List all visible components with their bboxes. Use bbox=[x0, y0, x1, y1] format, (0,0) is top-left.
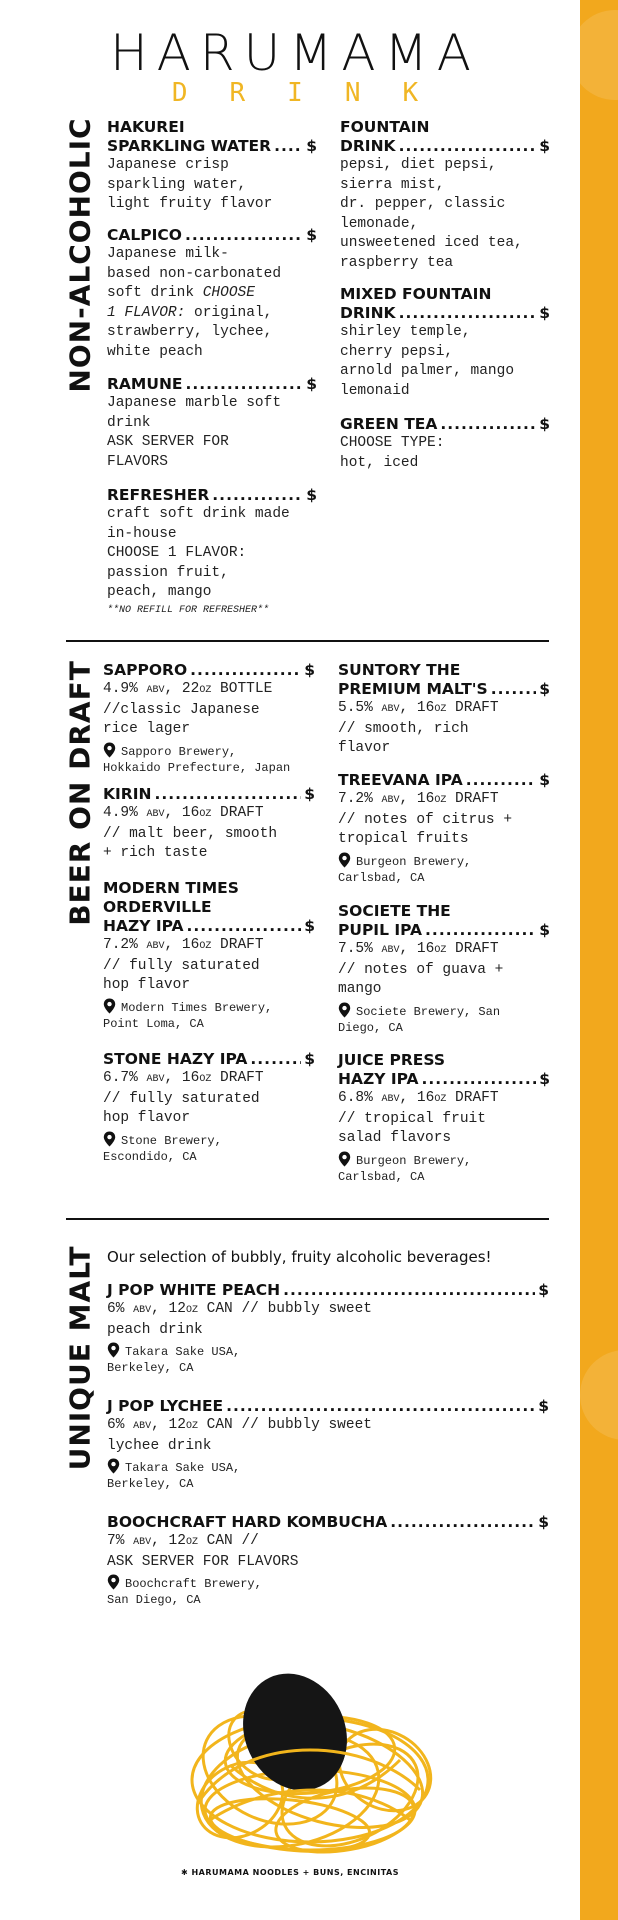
menu-item-stone-hazy bbox=[103, 1050, 315, 1165]
item-description: // notes of guava + mango bbox=[338, 961, 504, 997]
item-name-row bbox=[338, 771, 550, 790]
leader-dots bbox=[190, 661, 301, 680]
item-description: ASK SERVER FOR FLAVORS bbox=[107, 1553, 299, 1570]
item-description: Japanese crisp sparkling water, light fruity flavor bbox=[107, 157, 273, 212]
item-flavors: original, strawberry, lychee, white peach bbox=[107, 304, 273, 360]
section-label-non-alcoholic: NON-ALCOHOLIC bbox=[63, 117, 97, 393]
item-name-row bbox=[107, 375, 317, 394]
item-choose-label: CHOOSE TYPE: bbox=[340, 435, 445, 451]
abv-value: 7.2% bbox=[338, 791, 382, 807]
size-unit: OZ bbox=[199, 941, 212, 952]
accent-stripe bbox=[580, 0, 618, 1920]
abv-value: 7.2% bbox=[103, 937, 147, 953]
item-name: TREEVANA IPA bbox=[338, 771, 463, 789]
item-name: SAPPORO bbox=[103, 661, 188, 679]
size-unit: OZ bbox=[434, 1094, 447, 1105]
item-price: $ bbox=[538, 1397, 549, 1415]
item-description: lychee drink bbox=[107, 1437, 212, 1454]
item-name: PREMIUM MALT'S bbox=[338, 680, 488, 698]
menu-item-mixed-fountain bbox=[340, 285, 550, 401]
size-value: , 16 bbox=[164, 1070, 200, 1086]
location-pin-icon bbox=[338, 852, 351, 868]
serving-type: DRAFT bbox=[446, 1090, 499, 1106]
item-location bbox=[103, 998, 315, 1032]
menu-item-modern-times bbox=[103, 879, 315, 1032]
leader-dots bbox=[399, 137, 537, 156]
leader-dots bbox=[491, 680, 537, 699]
size-unit: OZ bbox=[199, 685, 212, 696]
menu-item-green-tea bbox=[340, 415, 550, 473]
item-description: pepsi, diet pepsi, sierra mist, dr. pepper, classic lemonade, unsweetened iced tea, raspberry tea bbox=[340, 157, 523, 271]
serving-type: CAN // bbox=[197, 1533, 259, 1549]
item-description: // notes of citrus + tropical fruits bbox=[338, 811, 513, 847]
item-name: REFRESHER bbox=[107, 486, 210, 504]
leader-dots bbox=[186, 375, 304, 394]
size-value: , 16 bbox=[399, 1090, 435, 1106]
location-pin-icon bbox=[103, 1131, 116, 1147]
menu-item-sapporo bbox=[103, 661, 315, 776]
location-text: Burgeon Brewery, Carlsbad, CA bbox=[338, 1153, 472, 1184]
item-price: $ bbox=[539, 415, 550, 433]
menu-item-calpico bbox=[107, 226, 317, 362]
item-specs bbox=[107, 1300, 549, 1321]
size-unit: OZ bbox=[185, 1421, 198, 1432]
item-price: $ bbox=[539, 771, 550, 789]
section-intro: Our selection of bubbly, fruity alcoholic beverages! bbox=[107, 1248, 492, 1266]
item-name-row bbox=[107, 226, 317, 245]
item-description: // tropical fruit salad flavors bbox=[338, 1110, 486, 1146]
item-price: $ bbox=[539, 680, 550, 698]
item-location bbox=[107, 1342, 549, 1376]
item-name-row bbox=[340, 137, 550, 156]
item-description: // smooth, rich flavor bbox=[338, 720, 469, 756]
item-name-row bbox=[103, 1050, 315, 1069]
menu-item-juice-press bbox=[338, 1051, 550, 1185]
item-name: SPARKLING WATER bbox=[107, 137, 272, 155]
serving-type: BOTTLE bbox=[211, 681, 273, 697]
leader-dots bbox=[466, 771, 537, 790]
menu-item-suntory bbox=[338, 661, 550, 759]
menu-item-kirin bbox=[103, 785, 315, 864]
size-value: , 16 bbox=[164, 937, 200, 953]
item-name: HAZY IPA bbox=[338, 1070, 419, 1088]
leader-dots bbox=[390, 1513, 535, 1532]
item-price: $ bbox=[304, 785, 315, 803]
item-name: PUPIL IPA bbox=[338, 921, 423, 939]
item-description: // fully saturated hop flavor bbox=[103, 1090, 260, 1126]
item-note: **NO REFILL FOR REFRESHER** bbox=[107, 604, 270, 616]
serving-type: CAN // bubbly sweet bbox=[197, 1301, 372, 1317]
size-unit: OZ bbox=[434, 795, 447, 806]
item-price: $ bbox=[538, 1513, 549, 1531]
noodle-egg-illustration bbox=[170, 1670, 450, 1860]
leader-dots bbox=[399, 304, 537, 323]
item-specs bbox=[103, 936, 315, 957]
abv-unit: ABV bbox=[133, 1537, 152, 1548]
menu-item-boochcraft bbox=[107, 1513, 549, 1608]
item-name-row bbox=[340, 304, 550, 323]
serving-type: DRAFT bbox=[211, 805, 264, 821]
item-name: RAMUNE bbox=[107, 375, 183, 393]
size-value: , 16 bbox=[399, 941, 435, 957]
size-value: , 12 bbox=[151, 1301, 186, 1317]
leader-dots bbox=[212, 486, 303, 505]
item-name: SUNTORY THE bbox=[338, 661, 461, 679]
menu-item-hakurei bbox=[107, 118, 317, 215]
item-name-row bbox=[107, 486, 317, 505]
leader-dots bbox=[226, 1397, 535, 1416]
section-label-beer-on-draft: BEER ON DRAFT bbox=[63, 660, 97, 926]
location-text: Stone Brewery, Escondido, CA bbox=[103, 1133, 222, 1164]
item-price: $ bbox=[306, 486, 317, 504]
menu-item-fountain-drink bbox=[340, 118, 550, 273]
item-name: JUICE PRESS bbox=[338, 1051, 445, 1069]
location-pin-icon bbox=[107, 1342, 120, 1358]
leader-dots bbox=[250, 1050, 301, 1069]
item-name-row bbox=[103, 661, 315, 680]
abv-value: 7% bbox=[107, 1533, 134, 1549]
item-price: $ bbox=[306, 375, 317, 393]
item-price: $ bbox=[304, 917, 315, 935]
location-pin-icon bbox=[107, 1458, 120, 1474]
item-description: peach drink bbox=[107, 1321, 203, 1338]
location-pin-icon bbox=[103, 998, 116, 1014]
leader-dots bbox=[283, 1281, 535, 1300]
location-text: Societe Brewery, San Diego, CA bbox=[338, 1004, 501, 1035]
item-name: DRINK bbox=[340, 304, 396, 322]
abv-unit: ABV bbox=[381, 945, 400, 956]
item-name: J POP WHITE PEACH bbox=[107, 1281, 281, 1299]
location-text: Sapporo Brewery, Hokkaido Prefecture, Japan bbox=[103, 744, 291, 775]
section-label-unique-malt: UNIQUE MALT bbox=[63, 1245, 97, 1471]
menu-item-societe bbox=[338, 902, 550, 1036]
leader-dots bbox=[274, 137, 303, 156]
item-name-row bbox=[107, 1281, 549, 1300]
item-name: BOOCHCRAFT HARD KOMBUCHA bbox=[107, 1513, 388, 1531]
leader-dots bbox=[187, 917, 302, 936]
abv-unit: ABV bbox=[146, 941, 165, 952]
abv-unit: ABV bbox=[146, 1074, 165, 1085]
item-name: ORDERVILLE bbox=[103, 898, 212, 916]
item-location bbox=[103, 1131, 315, 1165]
item-name-row bbox=[338, 1070, 550, 1089]
item-name: KIRIN bbox=[103, 785, 152, 803]
item-location bbox=[338, 1002, 550, 1036]
item-description: //classic Japanese rice lager bbox=[103, 701, 260, 737]
size-unit: OZ bbox=[185, 1305, 198, 1316]
size-value: , 12 bbox=[151, 1533, 186, 1549]
size-unit: OZ bbox=[434, 945, 447, 956]
item-description: shirley temple, cherry pepsi, arnold palmer, mango lemonaid bbox=[340, 324, 515, 399]
abv-value: 4.9% bbox=[103, 805, 147, 821]
item-price: $ bbox=[539, 1070, 550, 1088]
size-unit: OZ bbox=[199, 1074, 212, 1085]
item-price: $ bbox=[306, 226, 317, 244]
item-description: Japanese marble soft drink bbox=[107, 395, 282, 431]
item-price: $ bbox=[304, 661, 315, 679]
leader-dots bbox=[425, 921, 536, 940]
size-unit: OZ bbox=[434, 704, 447, 715]
item-specs bbox=[107, 1532, 549, 1553]
abv-unit: ABV bbox=[381, 704, 400, 715]
item-choose-label: CHOOSE 1 FLAVOR: bbox=[107, 285, 255, 321]
item-location bbox=[103, 742, 315, 776]
section-divider bbox=[66, 640, 549, 642]
item-name-row bbox=[338, 921, 550, 940]
item-name-row bbox=[107, 137, 317, 156]
abv-value: 6.8% bbox=[338, 1090, 382, 1106]
abv-unit: ABV bbox=[146, 809, 165, 820]
item-description: // malt beer, smooth + rich taste bbox=[103, 825, 278, 861]
menu-item-jpop-white-peach bbox=[107, 1281, 549, 1376]
item-name: GREEN TEA bbox=[340, 415, 438, 433]
item-name-row bbox=[103, 917, 315, 936]
menu-item-treevana bbox=[338, 771, 550, 886]
location-text: Takara Sake USA, Berkeley, CA bbox=[107, 1345, 241, 1375]
menu-item-jpop-lychee bbox=[107, 1397, 549, 1492]
item-name: DRINK bbox=[340, 137, 396, 155]
item-specs bbox=[107, 1416, 549, 1437]
item-location bbox=[338, 852, 550, 886]
serving-type: CAN // bubbly sweet bbox=[197, 1417, 372, 1433]
item-name-row bbox=[338, 680, 550, 699]
brand-title: HARUMAMA bbox=[110, 24, 480, 82]
location-pin-icon bbox=[338, 1151, 351, 1167]
item-name-row bbox=[107, 1513, 549, 1532]
menu-item-ramune bbox=[107, 375, 317, 472]
abv-unit: ABV bbox=[381, 795, 400, 806]
stripe-highlight bbox=[580, 1350, 618, 1440]
abv-value: 7.5% bbox=[338, 941, 382, 957]
item-name: HAKUREI bbox=[107, 118, 185, 136]
leader-dots bbox=[422, 1070, 537, 1089]
item-specs bbox=[103, 804, 315, 825]
leader-dots bbox=[440, 415, 536, 434]
serving-type: DRAFT bbox=[211, 1070, 264, 1086]
item-description: craft soft drink made in-house CHOOSE 1 FLAVOR: passion fruit, peach, mango bbox=[107, 506, 290, 600]
size-unit: OZ bbox=[185, 1537, 198, 1548]
abv-unit: ABV bbox=[133, 1305, 152, 1316]
size-value: , 16 bbox=[399, 700, 435, 716]
item-price: $ bbox=[539, 921, 550, 939]
item-name: MODERN TIMES bbox=[103, 879, 239, 897]
brand-subtitle: DRINK bbox=[171, 78, 461, 108]
serving-type: DRAFT bbox=[446, 791, 499, 807]
footer-credit: ✱ HARUMAMA NOODLES + BUNS, ENCINITAS bbox=[181, 1868, 399, 1877]
item-specs bbox=[338, 790, 550, 811]
item-description: // fully saturated hop flavor bbox=[103, 957, 260, 993]
item-description: hot, iced bbox=[340, 454, 419, 471]
item-price: $ bbox=[539, 137, 550, 155]
location-pin-icon bbox=[338, 1002, 351, 1018]
abv-value: 5.5% bbox=[338, 700, 382, 716]
location-text: Modern Times Brewery, Point Loma, CA bbox=[103, 1000, 273, 1031]
item-name: STONE HAZY IPA bbox=[103, 1050, 248, 1068]
item-price: $ bbox=[304, 1050, 315, 1068]
abv-value: 6% bbox=[107, 1301, 134, 1317]
item-price: $ bbox=[306, 137, 317, 155]
size-value: , 22 bbox=[164, 681, 200, 697]
item-location bbox=[107, 1458, 549, 1492]
item-name: FOUNTAIN bbox=[340, 118, 430, 136]
section-divider bbox=[66, 1218, 549, 1220]
item-name: CALPICO bbox=[107, 226, 182, 244]
leader-dots bbox=[154, 785, 301, 804]
size-value: , 12 bbox=[151, 1417, 186, 1433]
size-value: , 16 bbox=[164, 805, 200, 821]
item-name: SOCIETE THE bbox=[338, 902, 451, 920]
item-description-text: Japanese milk- based non-carbonated soft drink bbox=[107, 246, 282, 301]
item-price: $ bbox=[539, 304, 550, 322]
abv-unit: ABV bbox=[146, 685, 165, 696]
item-name-row bbox=[103, 785, 315, 804]
serving-type: DRAFT bbox=[211, 937, 264, 953]
item-specs bbox=[103, 680, 315, 701]
item-specs bbox=[338, 940, 550, 961]
item-price: $ bbox=[538, 1281, 549, 1299]
item-name: HAZY IPA bbox=[103, 917, 184, 935]
abv-value: 6% bbox=[107, 1417, 134, 1433]
location-pin-icon bbox=[103, 742, 116, 758]
serving-type: DRAFT bbox=[446, 700, 499, 716]
item-specs bbox=[338, 699, 550, 720]
item-description bbox=[107, 245, 317, 362]
item-location bbox=[338, 1151, 550, 1185]
location-text: Burgeon Brewery, Carlsbad, CA bbox=[338, 854, 472, 885]
abv-value: 6.7% bbox=[103, 1070, 147, 1086]
location-text: Boochcraft Brewery, San Diego, CA bbox=[107, 1577, 262, 1607]
menu-item-refresher bbox=[107, 486, 317, 616]
abv-unit: ABV bbox=[133, 1421, 152, 1432]
leader-dots bbox=[185, 226, 303, 245]
size-value: , 16 bbox=[399, 791, 435, 807]
item-location bbox=[107, 1574, 549, 1608]
abv-unit: ABV bbox=[381, 1094, 400, 1105]
item-name: MIXED FOUNTAIN bbox=[340, 285, 492, 303]
item-ask-server: ASK SERVER FOR FLAVORS bbox=[107, 434, 229, 470]
item-name: J POP LYCHEE bbox=[107, 1397, 224, 1415]
location-pin-icon bbox=[107, 1574, 120, 1590]
location-text: Takara Sake USA, Berkeley, CA bbox=[107, 1461, 241, 1491]
item-specs bbox=[338, 1089, 550, 1110]
item-name-row bbox=[340, 415, 550, 434]
size-unit: OZ bbox=[199, 809, 212, 820]
item-name-row bbox=[107, 1397, 549, 1416]
item-specs bbox=[103, 1069, 315, 1090]
abv-value: 4.9% bbox=[103, 681, 147, 697]
serving-type: DRAFT bbox=[446, 941, 499, 957]
